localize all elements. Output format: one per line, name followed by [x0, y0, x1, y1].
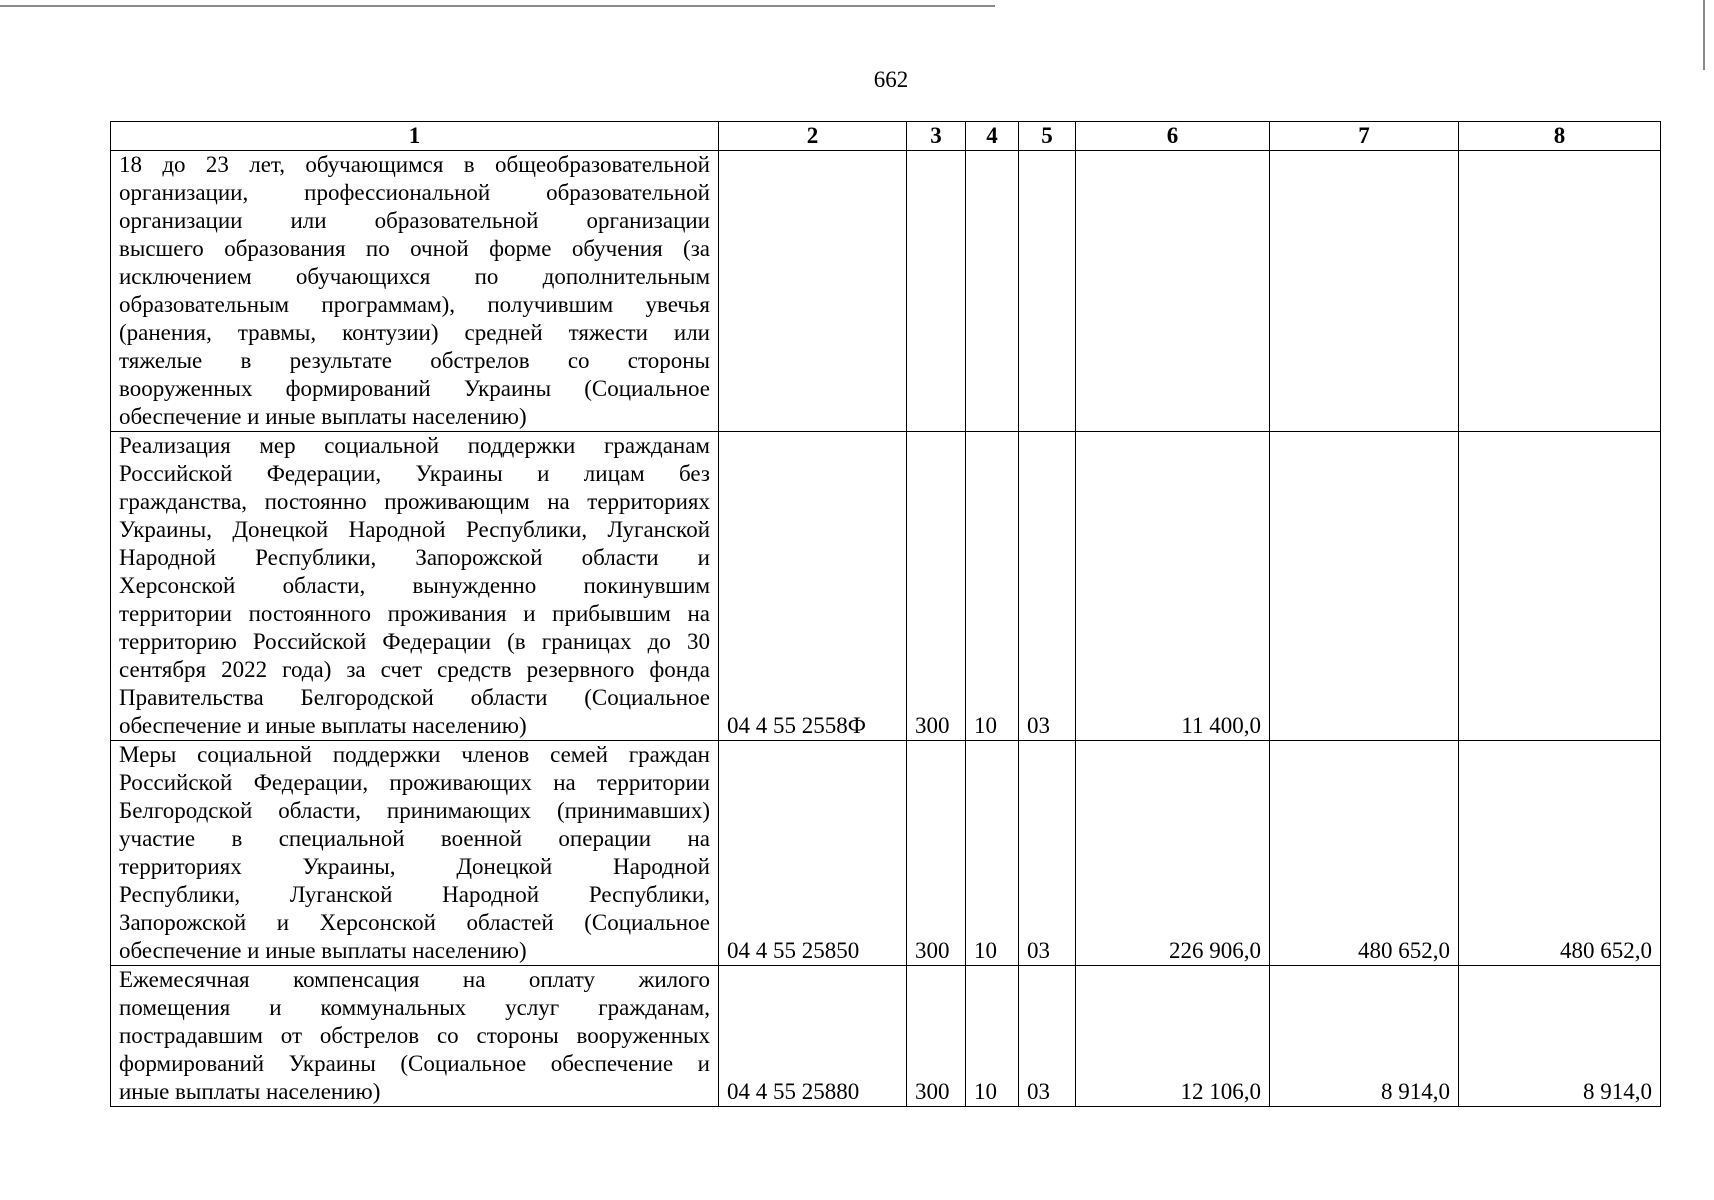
amount-col-7: 8 914,0	[1270, 966, 1459, 1107]
description-line: Правительства Белгородской области (Социальное	[119, 685, 710, 710]
amount-col-8	[1459, 432, 1661, 741]
description-line: Украины, Донецкой Народной Республики, Луганской	[119, 517, 710, 542]
description-line: формирований Украины (Социальное обеспечение и	[119, 1051, 710, 1076]
header-cell-6: 6	[1076, 122, 1270, 151]
description-line: тяжелые в результате обстрелов со стороны	[119, 348, 710, 373]
description-line: Российской Федерации, проживающих на территории	[119, 770, 710, 795]
scan-right-rule	[1703, 0, 1705, 70]
description-line: участие в специальной военной операции на	[119, 826, 710, 851]
subsection-code: 03	[1019, 432, 1076, 741]
section-code	[966, 151, 1019, 432]
amount-col-6	[1076, 151, 1270, 432]
description-line: Меры социальной поддержки членов семей граждан	[119, 742, 710, 767]
row-description	[111, 966, 719, 1107]
scan-top-rule	[0, 5, 995, 7]
target-article-code: 04 4 55 25880	[719, 966, 907, 1107]
description-line: организации, профессиональной образовательной	[119, 180, 710, 205]
row-description	[111, 741, 719, 966]
row-description	[111, 432, 719, 741]
header-cell-4: 4	[966, 122, 1019, 151]
target-article-code	[719, 151, 907, 432]
table-row	[111, 151, 1661, 432]
description-line: организации или образовательной организации	[119, 208, 710, 233]
column-number-header-row	[111, 122, 1661, 151]
header-cell-1: 1	[111, 122, 719, 151]
header-cell-5: 5	[1019, 122, 1076, 151]
expense-type-code: 300	[907, 966, 966, 1107]
budget-table	[110, 121, 1661, 1107]
amount-col-8: 480 652,0	[1459, 741, 1661, 966]
section-code: 10	[966, 966, 1019, 1107]
subsection-code: 03	[1019, 741, 1076, 966]
target-article-code: 04 4 55 2558Ф	[719, 432, 907, 741]
description-line: (ранения, травмы, контузии) средней тяжести или	[119, 320, 710, 345]
description-line: Российской Федерации, Украины и лицам без	[119, 461, 710, 486]
table-row	[111, 966, 1661, 1107]
description-line: сентября 2022 года) за счет средств резервного фонда	[119, 657, 710, 682]
description-line: вооруженных формирований Украины (Социальное	[119, 376, 710, 401]
amount-col-6: 11 400,0	[1076, 432, 1270, 741]
subsection-code	[1019, 151, 1076, 432]
description-line: гражданства, постоянно проживающим на территориях	[119, 489, 710, 514]
expense-type-code	[907, 151, 966, 432]
description-line: иные выплаты населению)	[119, 1079, 381, 1104]
section-code: 10	[966, 741, 1019, 966]
section-code: 10	[966, 432, 1019, 741]
expense-type-code: 300	[907, 741, 966, 966]
description-line: высшего образования по очной форме обучения (за	[119, 236, 710, 261]
description-line: обеспечение и иные выплаты населению)	[119, 938, 527, 963]
description-line: 18 до 23 лет, обучающимся в общеобразовательной	[119, 152, 710, 177]
description-line: Ежемесячная компенсация на оплату жилого	[119, 967, 710, 992]
description-line: Херсонской области, вынужденно покинувшим	[119, 573, 710, 598]
description-line: Республики, Луганской Народной Республики,	[119, 882, 710, 907]
table-row	[111, 741, 1661, 966]
description-line: Реализация мер социальной поддержки гражданам	[119, 433, 710, 458]
amount-col-7	[1270, 432, 1459, 741]
amount-col-7: 480 652,0	[1270, 741, 1459, 966]
header-cell-3: 3	[907, 122, 966, 151]
description-line: территории постоянного проживания и прибывшим на	[119, 601, 710, 626]
description-line: образовательным программам), получившим увечья	[119, 292, 710, 317]
description-line: Народной Республики, Запорожской области и	[119, 545, 710, 570]
amount-col-8: 8 914,0	[1459, 966, 1661, 1107]
description-line: пострадавшим от обстрелов со стороны вооруженных	[119, 1023, 710, 1048]
description-line: обеспечение и иные выплаты населению)	[119, 404, 527, 429]
description-line: территориях Украины, Донецкой Народной	[119, 854, 710, 879]
page-number: 662	[873, 67, 909, 92]
description-line: обеспечение и иные выплаты населению)	[119, 713, 527, 738]
description-line: территорию Российской Федерации (в границах до 30	[119, 629, 710, 654]
amount-col-7	[1270, 151, 1459, 432]
header-cell-8: 8	[1459, 122, 1661, 151]
amount-col-6: 226 906,0	[1076, 741, 1270, 966]
expense-type-code: 300	[907, 432, 966, 741]
table-row	[111, 432, 1661, 741]
description-line: Белгородской области, принимающих (принимавших)	[119, 798, 710, 823]
target-article-code: 04 4 55 25850	[719, 741, 907, 966]
subsection-code: 03	[1019, 966, 1076, 1107]
row-description	[111, 151, 719, 432]
description-line: Запорожской и Херсонской областей (Социальное	[119, 910, 710, 935]
header-cell-2: 2	[719, 122, 907, 151]
amount-col-6: 12 106,0	[1076, 966, 1270, 1107]
header-cell-7: 7	[1270, 122, 1459, 151]
amount-col-8	[1459, 151, 1661, 432]
description-line: исключением обучающихся по дополнительным	[119, 264, 710, 289]
description-line: помещения и коммунальных услуг гражданам,	[119, 995, 710, 1020]
